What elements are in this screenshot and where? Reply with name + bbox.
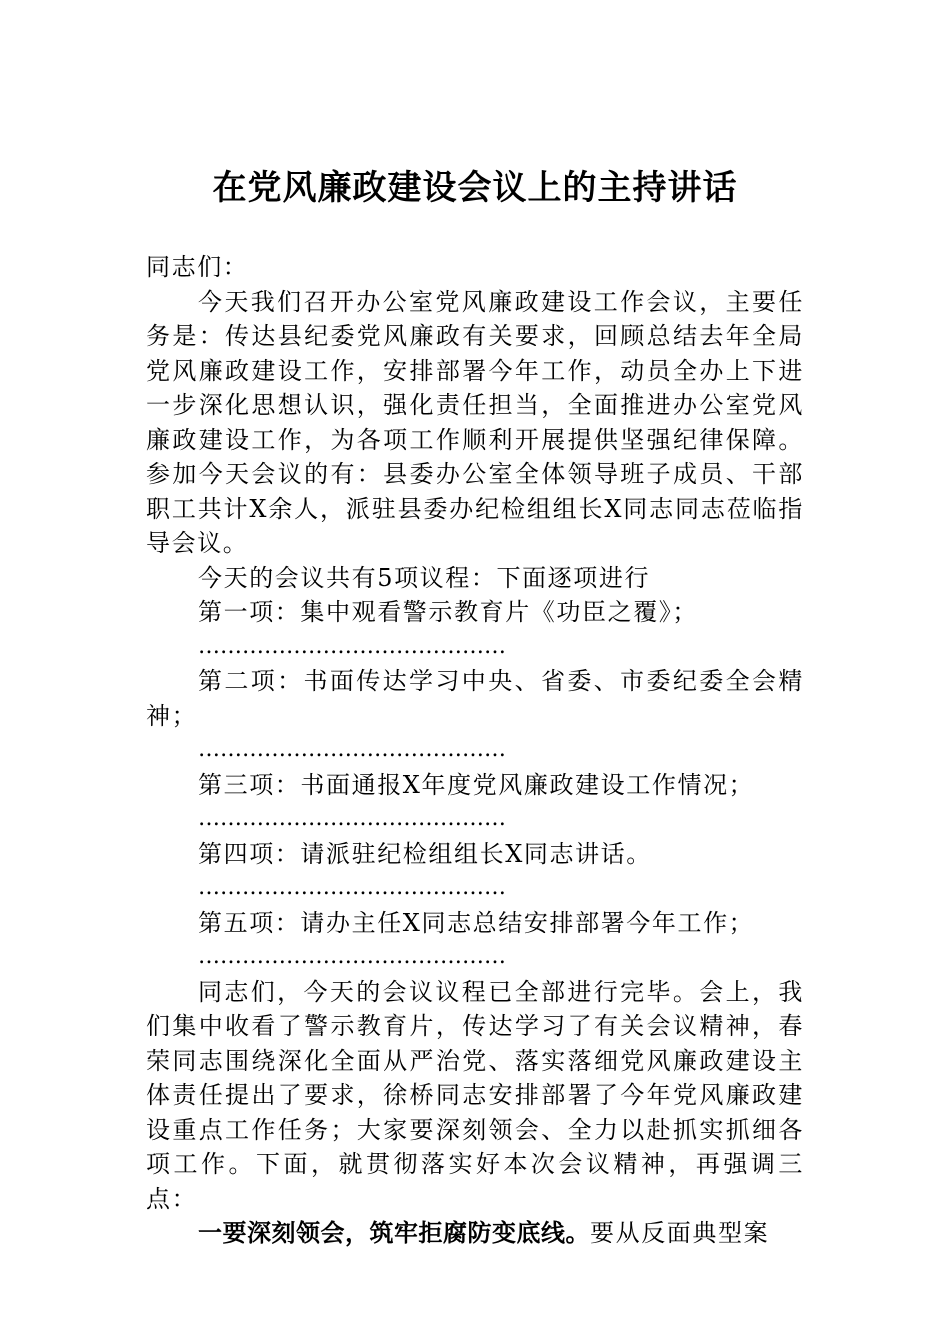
agenda-item-3: 第三项：书面通报X年度党风廉政建设工作情况； [198,770,755,799]
point-1-text: 要从反面典型案 [590,1219,770,1247]
salutation: 同志们： [146,253,249,281]
point-1-heading: 一要深刻领会，筑牢拒腐防变底线。 [198,1219,590,1247]
agenda-item-3-dots: …………………………………… [198,806,506,831]
document-body [146,250,804,1251]
agenda-item-4-dots: …………………………………… [198,875,506,900]
agenda-item-4: 第四项：请派驻纪检组组长X同志讲话。 [198,839,652,868]
agenda-intro: 今天的会议共有5项议程：下面逐项进行 [198,563,651,592]
summary-paragraph: 同志们，今天的会议议程已全部进行完毕。会上，我们集中收看了警示教育片，传达学习了有关会议精神，春荣同志围绕深化全面从严治党、落实落细党风廉政建设主体责任提出了要求，徐桥同志安排部署了今年党风廉政建设重点工作任务；大家要深刻领会、全力以赴抓实抓细各项工作。下面，就贯彻落实好本次会议精神，再强调三点： [146,977,804,1213]
agenda-item-1-dots: …………………………………… [198,633,506,659]
agenda-item-1: 第一项：集中观看警示教育片《功臣之覆》； [198,598,698,626]
intro-paragraph: 今天我们召开办公室党风廉政建设工作会议，主要任务是：传达县纪委党风廉政有关要求，回顾总结去年全局党风廉政建设工作，安排部署今年工作，动员全办上下进一步深化思想认识，强化责任担当，全面推进办公室党风廉政建设工作，为各项工作顺利开展提供坚强纪律保障。参加今天会议的有：县委办公室全体领导班子成员、干部职工共计X余人，派驻县委办纪检组组长X同志同志莅临指导会议。 [146,287,804,557]
agenda-item-5: 第五项：请办主任X同志总结安排部署今年工作； [198,908,755,937]
agenda-item-2: 第二项：书面传达学习中央、省委、市委纪委全会精神； [146,667,804,730]
agenda-item-2-dots: …………………………………… [198,737,506,762]
agenda-item-5-dots: …………………………………… [198,944,506,969]
document-title: 在党风廉政建设会议上的主持讲话 [212,168,738,208]
point-1-paragraph [146,1216,804,1251]
